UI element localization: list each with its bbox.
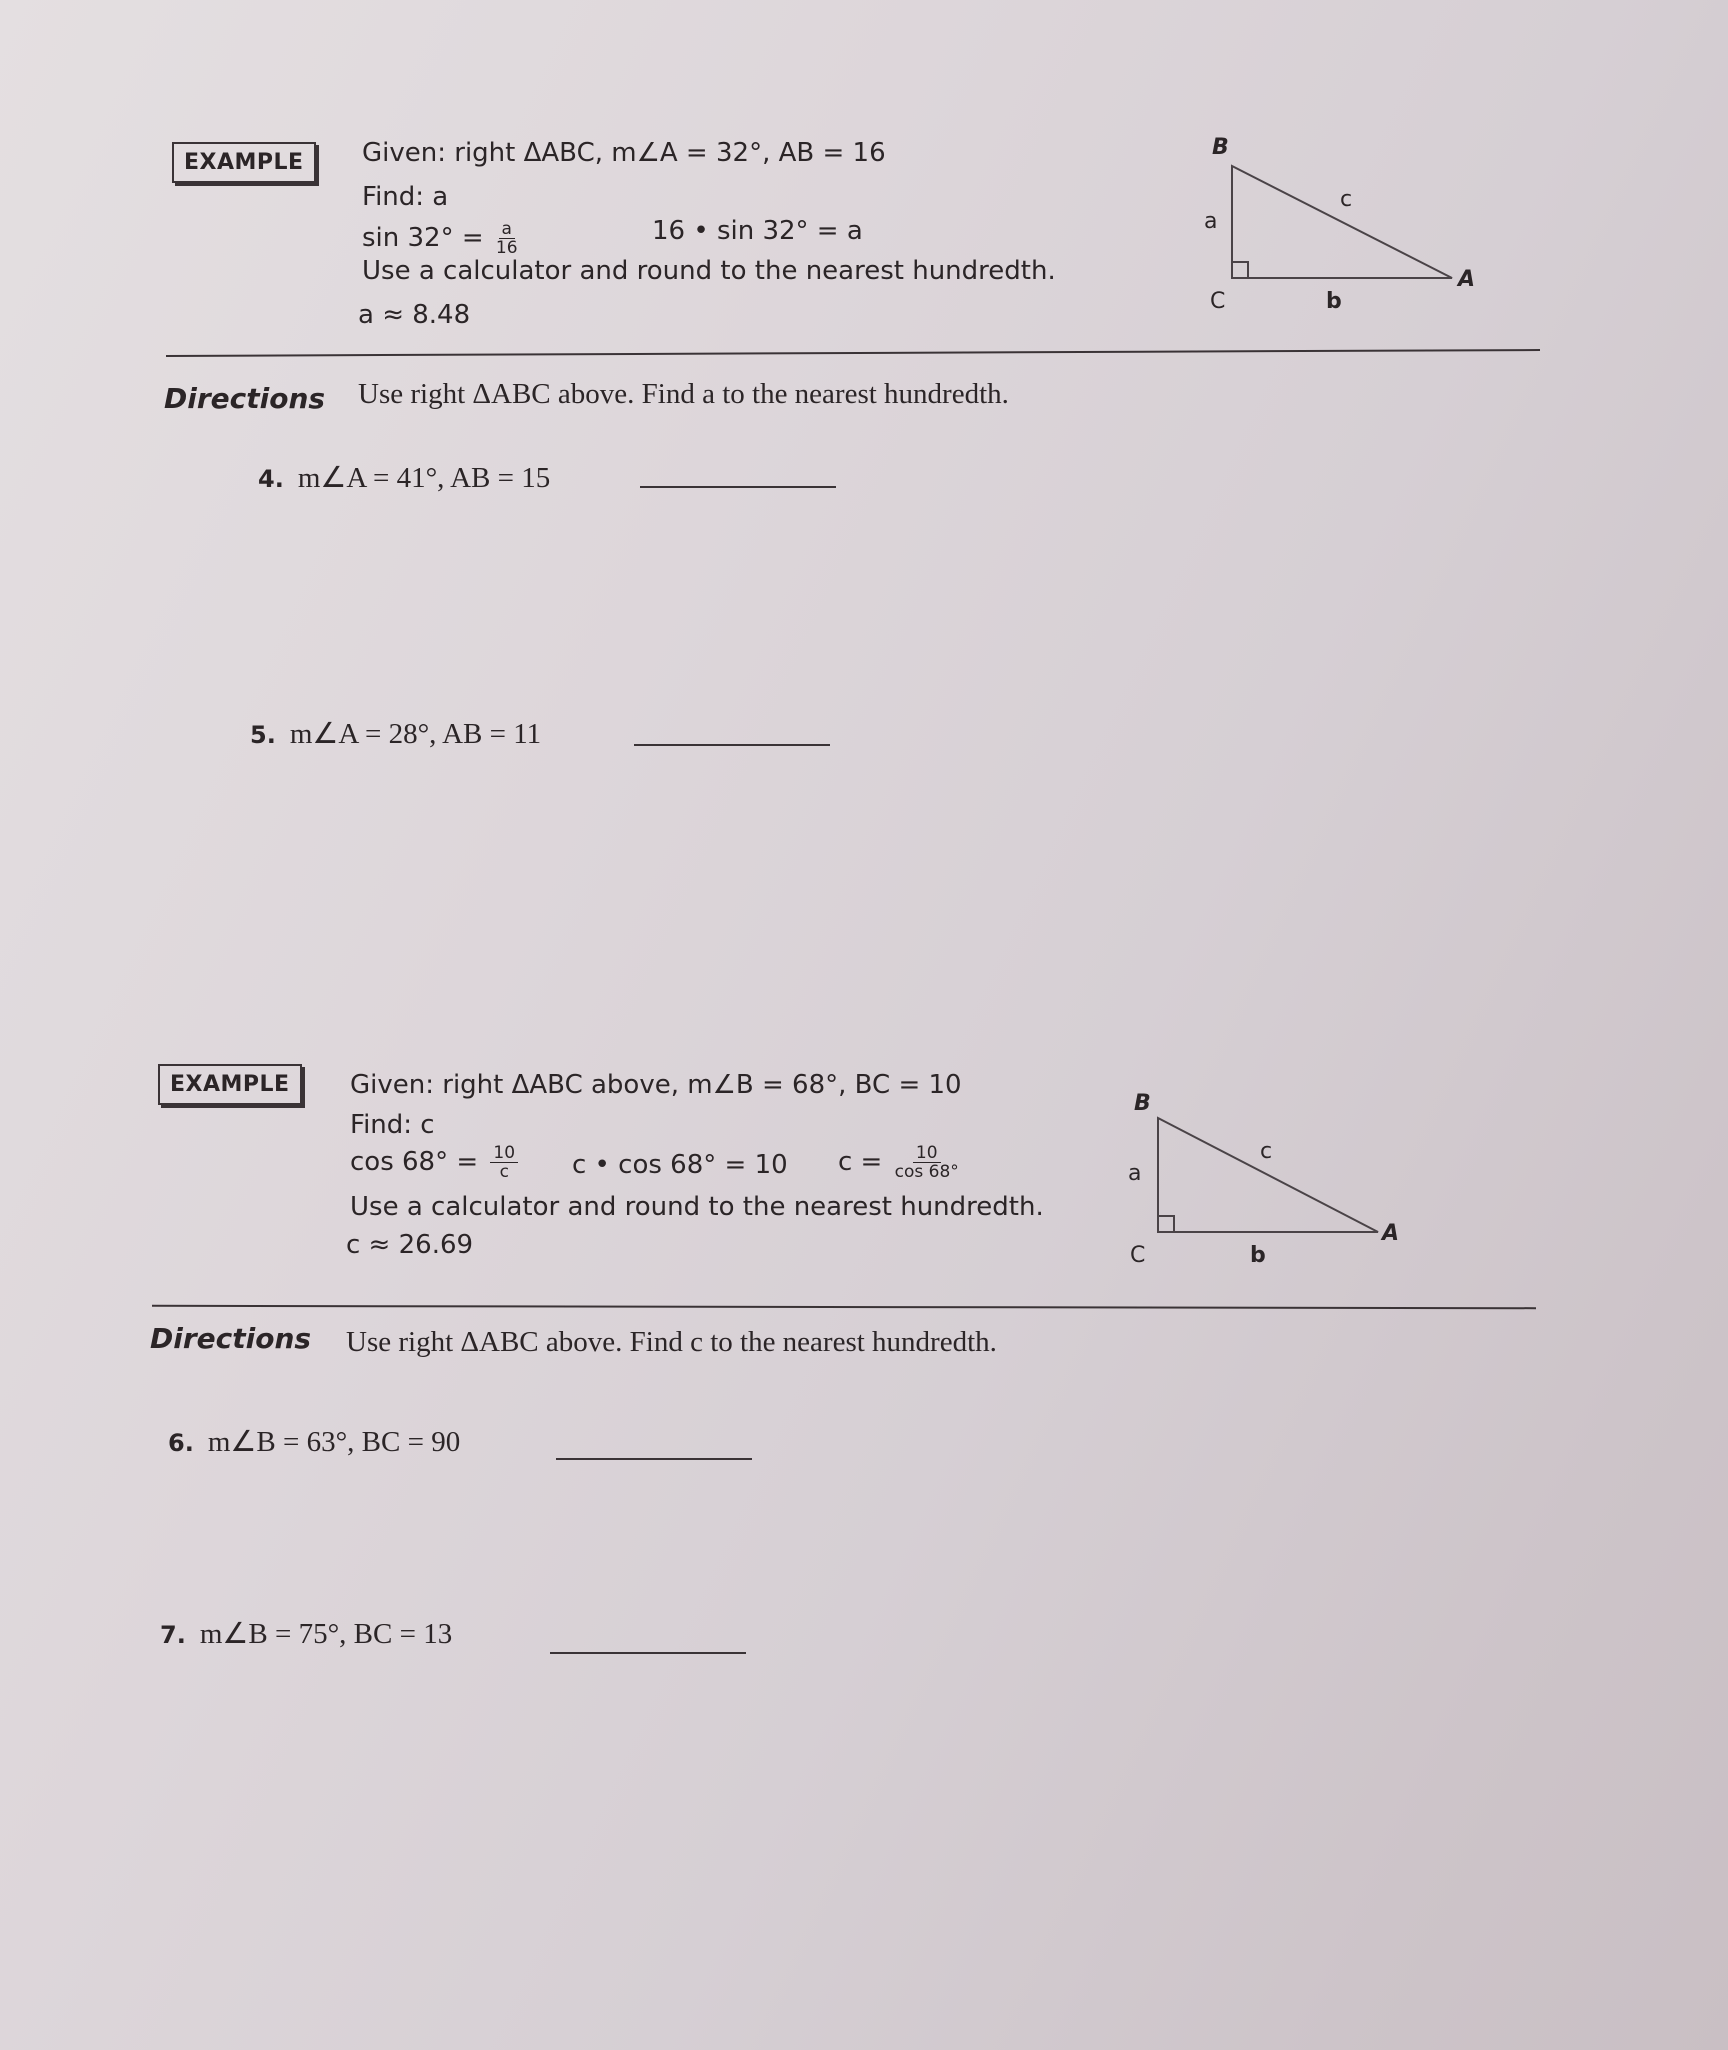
example-result: a ≈ 8.48 (358, 300, 471, 330)
directions-label: Directions (150, 1322, 312, 1355)
example-badge: EXAMPLE (172, 142, 316, 183)
answer-blank-5[interactable] (634, 744, 830, 746)
divider (166, 349, 1540, 357)
fraction (895, 1144, 959, 1181)
problem-number: 7. (160, 1621, 186, 1649)
side-c-label: c (1340, 187, 1353, 212)
problem-4 (258, 460, 550, 495)
problem-text: m∠A = 28°, AB = 11 (289, 718, 542, 750)
problem-number: 4. (258, 465, 284, 493)
example-result: c ≈ 26.69 (346, 1230, 474, 1260)
equation-left: cos 68° = (350, 1147, 479, 1177)
triangle-diagram (1116, 1080, 1416, 1280)
problem-text: m∠B = 63°, BC = 90 (207, 1426, 461, 1458)
example-given: Given: right ΔABC, m∠A = 32°, AB = 16 (362, 138, 886, 168)
vertex-a-label: A (1458, 267, 1476, 292)
fraction-denominator: cos 68° (894, 1162, 959, 1182)
problem-7 (160, 1616, 452, 1651)
example-equation-1 (350, 1144, 522, 1181)
fraction-numerator: 10 (913, 1144, 941, 1163)
triangle-shape (1232, 166, 1452, 278)
example-badge: EXAMPLE (158, 1064, 302, 1105)
example-given: Given: right ΔABC above, m∠B = 68°, BC = 10 (350, 1070, 962, 1100)
problem-number: 6. (168, 1429, 194, 1457)
right-angle-mark (1158, 1216, 1174, 1232)
side-c-label: c (1260, 1139, 1273, 1164)
fraction-denominator: 16 (495, 238, 518, 258)
vertex-b-label: B (1212, 135, 1229, 160)
problem-text: m∠A = 41°, AB = 15 (297, 462, 551, 494)
example-instruction: Use a calculator and round to the nearest hundredth. (362, 256, 1056, 286)
fraction (496, 220, 518, 257)
problem-number: 5. (250, 721, 276, 749)
example-find: Find: c (350, 1110, 435, 1140)
example-equation-3 (838, 1144, 963, 1181)
problem-text: m∠B = 75°, BC = 13 (199, 1618, 453, 1650)
example-equation-1 (362, 220, 522, 257)
equation-left: c = (838, 1147, 883, 1177)
vertex-c-label: C (1130, 1243, 1146, 1268)
directions-text: Use right ΔABC above. Find c to the nearest hundredth. (346, 1326, 997, 1358)
fraction-numerator: a (499, 220, 515, 239)
answer-blank-6[interactable] (556, 1458, 752, 1460)
side-b-label: b (1250, 1243, 1266, 1268)
side-b-label: b (1326, 289, 1342, 314)
answer-blank-4[interactable] (640, 486, 836, 488)
right-angle-mark (1232, 262, 1248, 278)
vertex-a-label: A (1382, 1221, 1400, 1246)
fraction-numerator: 10 (490, 1144, 518, 1163)
equation-left: sin 32° = (362, 223, 484, 253)
problem-6 (168, 1424, 460, 1459)
answer-blank-7[interactable] (550, 1652, 746, 1654)
fraction-denominator: c (499, 1162, 509, 1182)
divider (152, 1305, 1536, 1309)
side-a-label: a (1128, 1161, 1142, 1186)
example-equation-2: 16 • sin 32° = a (652, 216, 863, 246)
directions-label: Directions (164, 382, 326, 415)
side-a-label: a (1204, 209, 1218, 234)
directions-text: Use right ΔABC above. Find a to the nearest hundredth. (358, 378, 1009, 410)
example-find: Find: a (362, 182, 449, 212)
problem-5 (250, 716, 541, 751)
fraction (490, 1144, 518, 1181)
vertex-b-label: B (1134, 1091, 1151, 1116)
vertex-c-label: C (1210, 289, 1226, 314)
triangle-diagram (1180, 130, 1500, 320)
example-instruction: Use a calculator and round to the nearest hundredth. (350, 1192, 1044, 1222)
triangle-shape (1158, 1118, 1378, 1232)
example-equation-2: c • cos 68° = 10 (572, 1150, 788, 1180)
